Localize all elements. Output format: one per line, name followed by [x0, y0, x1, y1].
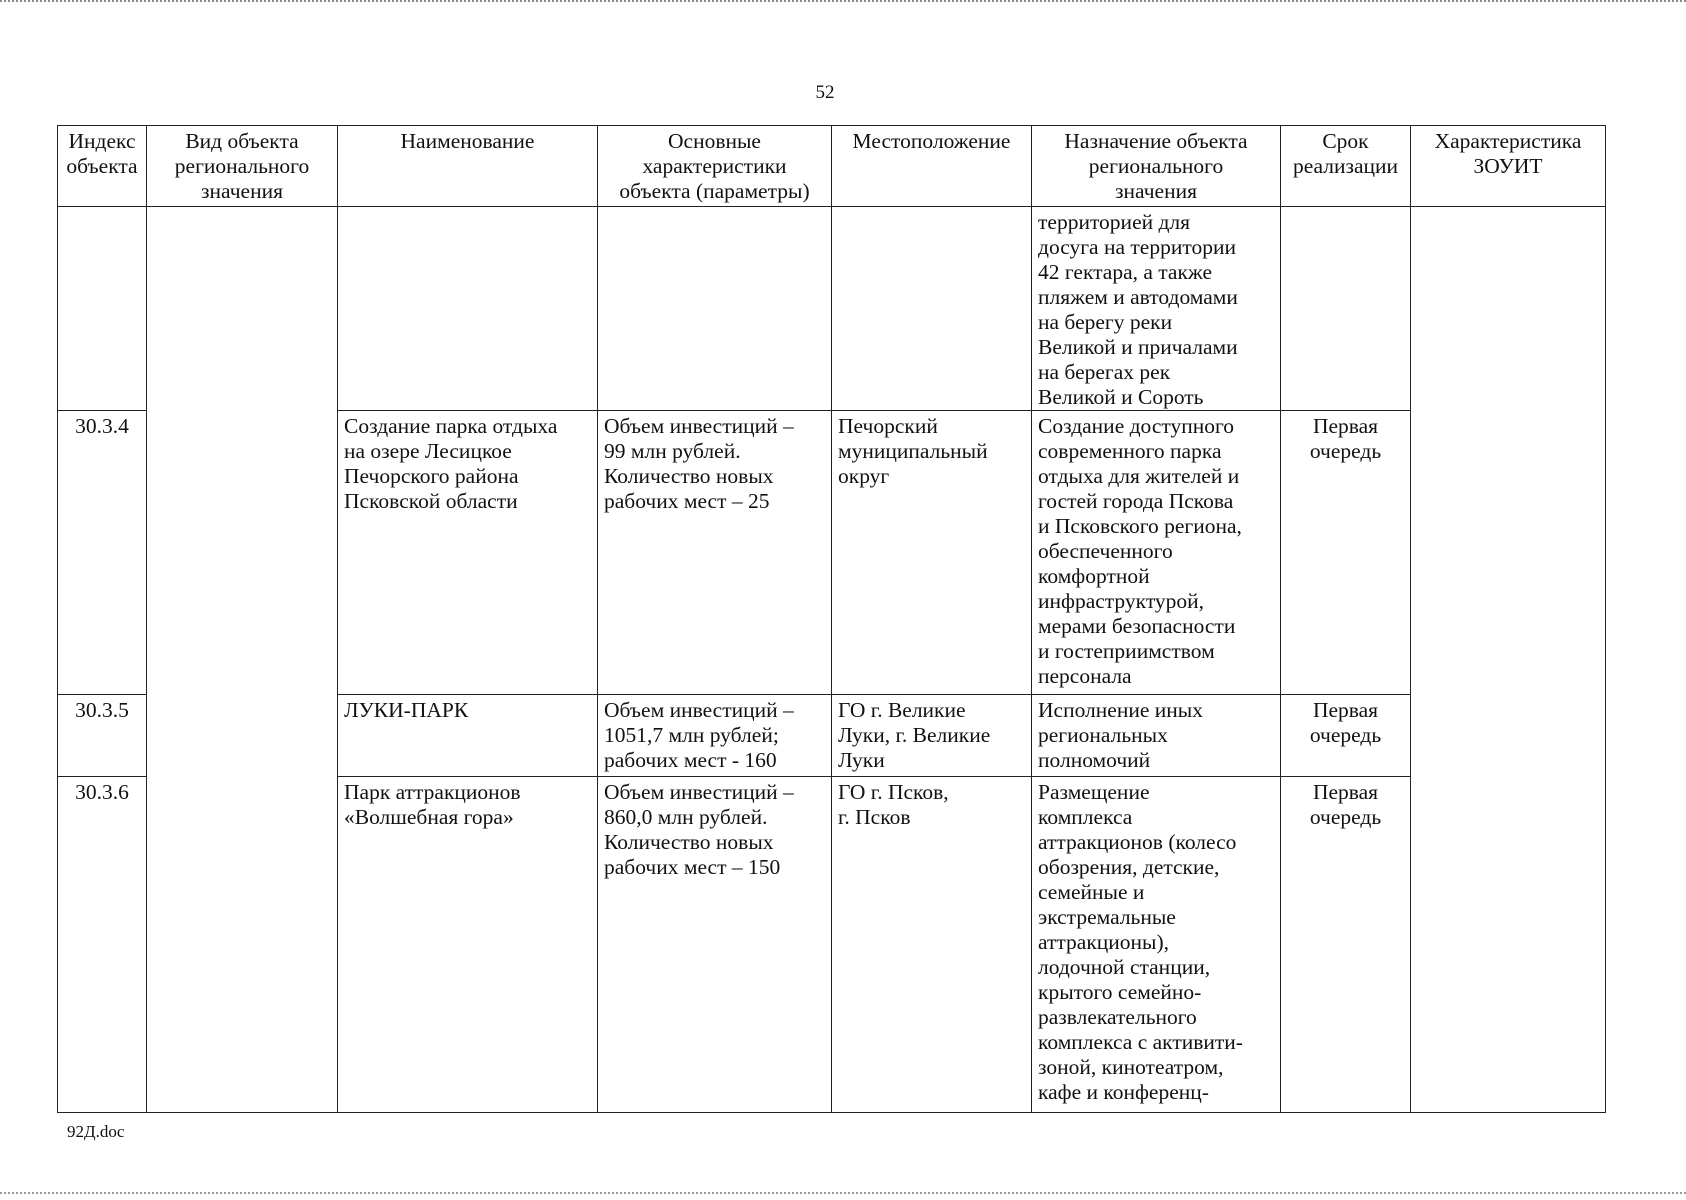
cell-name: Создание парка отдыха на озере Лесицкое Печорского района Псковской области [338, 411, 598, 695]
cell-params: Объем инвестиций – 99 млн рублей. Количество новых рабочих мест – 25 [598, 411, 832, 695]
header-params: Основные характеристики объекта (параметры) [598, 126, 832, 207]
cell-location: Печорский муниципальный округ [832, 411, 1032, 695]
scan-bottom-edge [0, 1192, 1686, 1198]
cell-location [832, 207, 1032, 411]
cell-index: 30.3.5 [58, 695, 147, 777]
cell-params [598, 207, 832, 411]
header-zouit: Характеристика ЗОУИТ [1411, 126, 1606, 207]
cell-term: Первая очередь [1281, 411, 1411, 695]
header-index: Индекс объекта [58, 126, 147, 207]
scan-top-edge [0, 0, 1686, 6]
cell-purpose: Размещение комплекса аттракционов (колесо обозрения, детские, семейные и экстремальные аттракционы), лодочной станции, крытого семейно- развлекательного комплекса с активити- зоной, кинотеатром, кафе и конференц- [1032, 777, 1281, 1113]
cell-term [1281, 207, 1411, 411]
header-purpose: Назначение объекта регионального значения [1032, 126, 1281, 207]
cell-name: Парк аттракционов «Волшебная гора» [338, 777, 598, 1113]
cell-params: Объем инвестиций – 860,0 млн рублей. Количество новых рабочих мест – 150 [598, 777, 832, 1113]
cell-location: ГО г. Псков, г. Псков [832, 777, 1032, 1113]
regional-objects-table [57, 125, 1606, 1113]
header-term: Срок реализации [1281, 126, 1411, 207]
cell-term: Первая очередь [1281, 695, 1411, 777]
table-row [58, 207, 1606, 411]
header-name: Наименование [338, 126, 598, 207]
cell-zouit-merged [1411, 207, 1606, 1113]
cell-index: 30.3.4 [58, 411, 147, 695]
footer-filename: 92Д.doc [67, 1122, 125, 1141]
cell-purpose: территорией для досуга на территории 42 гектара, а также пляжем и автодомами на берегу реки Великой и причалами на берегах рек Великой и Сороть [1032, 207, 1281, 411]
cell-location: ГО г. Великие Луки, г. Великие Луки [832, 695, 1032, 777]
table-header-row [58, 126, 1606, 207]
cell-index: 30.3.6 [58, 777, 147, 1113]
page-number: 52 [815, 82, 835, 103]
cell-name: ЛУКИ-ПАРК [338, 695, 598, 777]
cell-name [338, 207, 598, 411]
cell-params: Объем инвестиций – 1051,7 млн рублей; рабочих мест - 160 [598, 695, 832, 777]
cell-purpose: Создание доступного современного парка отдыха для жителей и гостей города Пскова и Псковского региона, обеспеченного комфортной инфраструктурой, мерами безопасности и гостеприимством персонала [1032, 411, 1281, 695]
header-type: Вид объекта регионального значения [147, 126, 338, 207]
cell-term: Первая очередь [1281, 777, 1411, 1113]
cell-index [58, 207, 147, 411]
cell-type-merged [147, 207, 338, 1113]
cell-purpose: Исполнение иных региональных полномочий [1032, 695, 1281, 777]
header-location: Местоположение [832, 126, 1032, 207]
